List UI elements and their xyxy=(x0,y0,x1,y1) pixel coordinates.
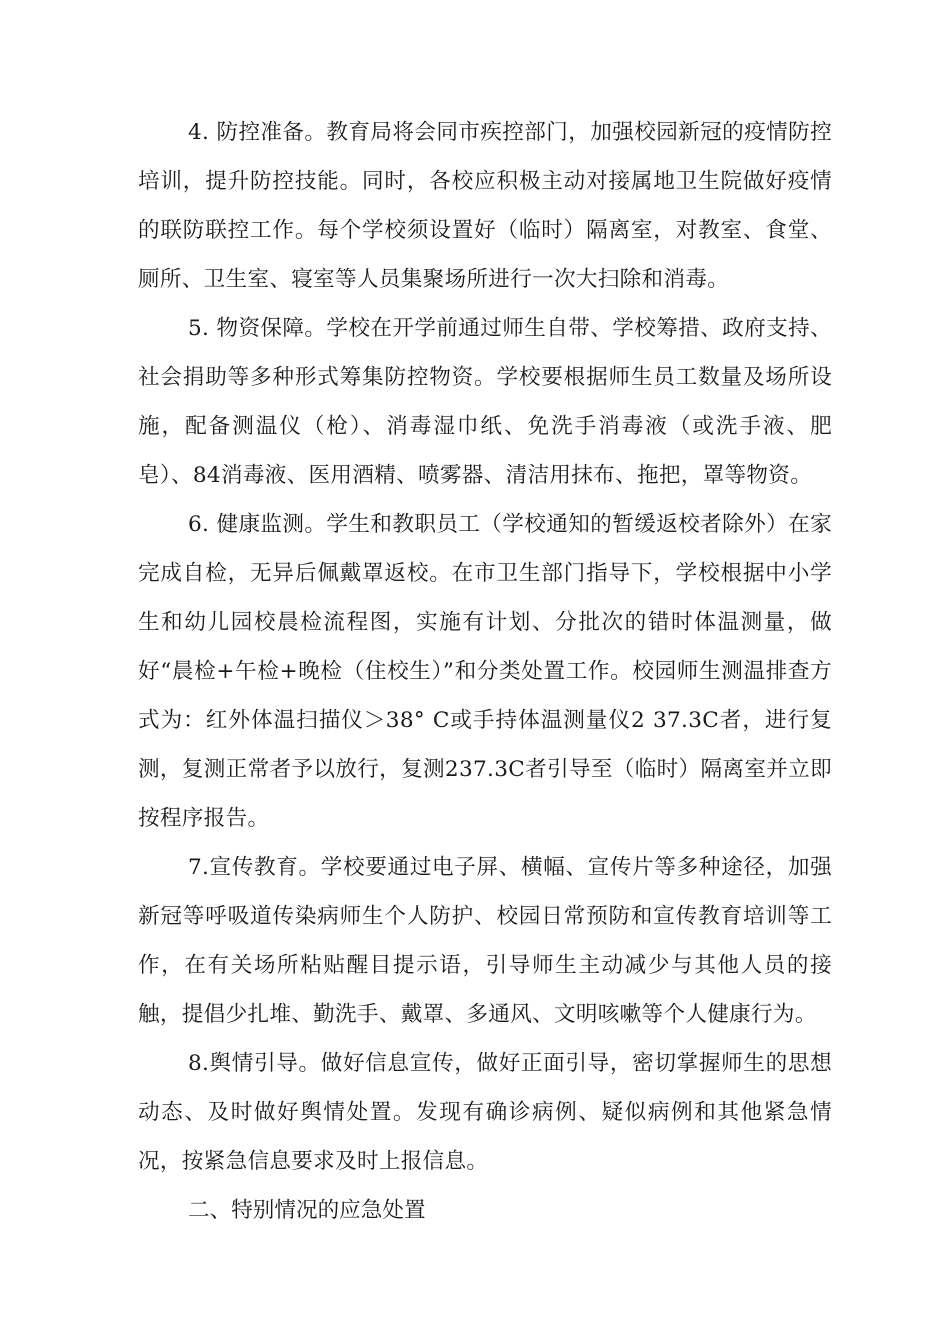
paragraph-prevention-preparation: 4. 防控准备。教育局将会同市疾控部门，加强校园新冠的疫情防控培训，提升防控技能。同时，各校应积极主动对接属地卫生院做好疫情的联防联控工作。每个学校须设置好（临时）隔离室，对教室、食堂、厕所、卫生室、寝室等人员集聚场所进行一次大扫除和消毒。 xyxy=(138,120,832,292)
document-body xyxy=(138,108,832,1235)
paragraph-health-monitoring: 6. 健康监测。学生和教职员工（学校通知的暂缓返校者除外）在家完成自检，无异后佩戴罩返校。在市卫生部门指导下，学校根据中小学生和幼儿园校晨检流程图，实施有计划、分批次的错时体温测量，做好“晨检+午检+晚检（住校生）”和分类处置工作。校园师生测温排查方式为：红外体温扫描仪＞38° C或手持体温测量仪2 37.3C者，进行复测，复测正常者予以放行，复测237.3C者引导至（临时）隔离室并立即按程序报告。 xyxy=(138,512,832,831)
paragraph-publicity-education: 7.宣传教育。学校要通过电子屏、横幅、宣传片等多种途径，加强新冠等呼吸道传染病师生个人防护、校园日常预防和宣传教育培训等工作，在有关场所粘贴醒目提示语，引导师生主动减少与其他人员的接触，提倡少扎堆、勤洗手、戴罩、多通风、文明咳嗽等个人健康行为。 xyxy=(138,855,832,1027)
paragraph-material-supply: 5. 物资保障。学校在开学前通过师生自带、学校筹措、政府支持、社会捐助等多种形式筹集防控物资。学校要根据师生员工数量及场所设施，配备测温仪（枪）、消毒湿巾纸、免洗手消毒液（或洗手液、肥皂）、84消毒液、医用酒精、喷雾器、清洁用抹布、拖把，罩等物资。 xyxy=(138,316,832,488)
paragraph-opinion-guidance: 8.舆情引导。做好信息宣传，做好正面引导，密切掌握师生的思想动态、及时做好舆情处置。发现有确诊病例、疑似病例和其他紧急情况，按紧急信息要求及时上报信息。 xyxy=(138,1051,832,1174)
section-heading: 二、特别情况的应急处置 xyxy=(188,1198,426,1223)
